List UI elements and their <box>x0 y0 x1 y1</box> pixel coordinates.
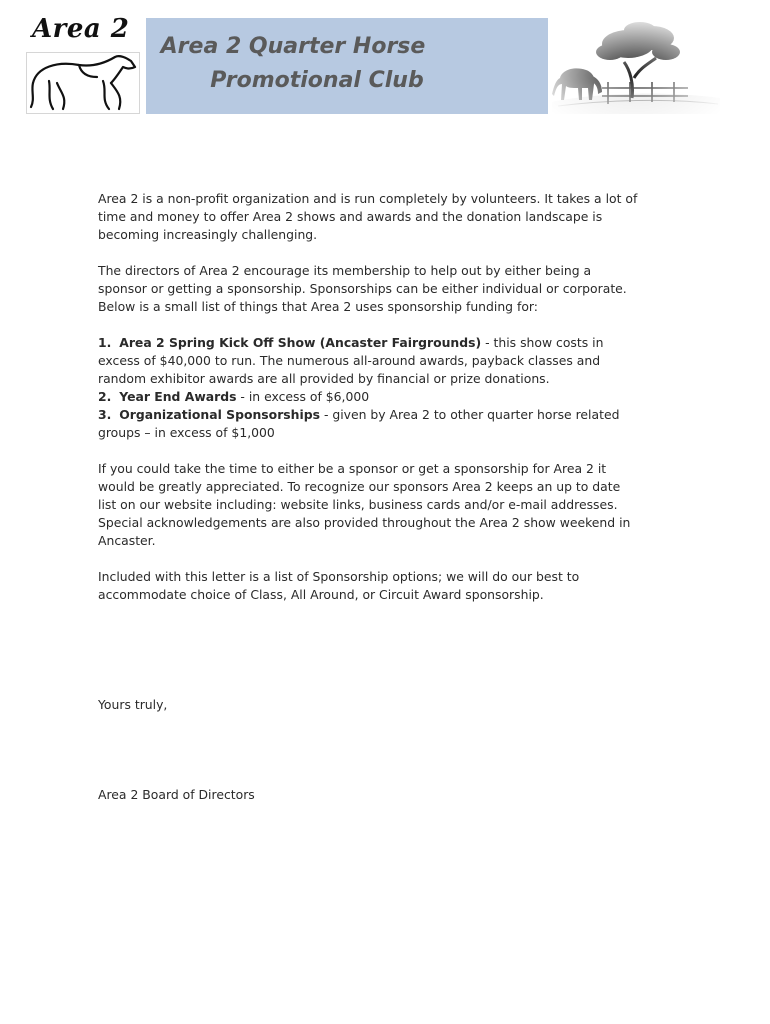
title-banner <box>146 18 548 114</box>
paragraph-intro: Area 2 is a non-profit organization and is run completely by volunteers. It takes a lot of time and money to offer Area 2 shows and awards and the donation landscape is becoming increasingly challenging. <box>98 191 638 242</box>
list-item-number: 3. <box>98 407 112 422</box>
paragraph-included: Included with this letter is a list of Sponsorship options; we will do our best to accommodate choice of Class, All Around, or Circuit Award sponsorship. <box>98 569 580 602</box>
signature: Area 2 Board of Directors <box>98 787 255 802</box>
logo-text: Area 2 <box>32 14 130 44</box>
list-item <box>98 388 638 406</box>
list-item-number: 1. <box>98 335 112 350</box>
horse-tree-scene-icon <box>548 18 724 122</box>
list-item <box>98 334 638 388</box>
closing: Yours truly, <box>98 697 168 712</box>
list-item-text: - this show costs in excess of $40,000 to run. The numerous all-around awards, payback classes and random exhibitor awards are all provided by financial or prize donations. <box>98 335 604 386</box>
list-item-text: - given by Area 2 to other quarter horse related groups – in excess of $1,000 <box>98 407 620 440</box>
club-title-line1: Area 2 Quarter Horse <box>160 34 426 59</box>
list-item-title: Area 2 Spring Kick Off Show (Ancaster Fairgrounds) <box>119 335 482 350</box>
paragraph-encourage: The directors of Area 2 encourage its membership to help out by either being a sponsor or getting a sponsorship. Sponsorships can be either individual or corporate. Below is a small list of things that Area 2 uses sponsorship funding for: <box>98 263 627 314</box>
list-item-title: Organizational Sponsorships <box>119 407 320 422</box>
list-item <box>98 406 638 442</box>
paragraph-recognize: If you could take the time to either be a sponsor or get a sponsorship for Area 2 it would be greatly appreciated. To recognize our sponsors Area 2 keeps an up to date list on our website including: website links, business cards and/or e-mail addresses. Special acknowledgements are also provided throughout the Area 2 show weekend in Ancaster. <box>98 461 631 548</box>
letter-body <box>98 190 638 604</box>
club-title-line2: Promotional Club <box>210 68 424 93</box>
list-item-number: 2. <box>98 389 112 404</box>
list-item-title: Year End Awards <box>119 389 237 404</box>
list-item-text: - in excess of $6,000 <box>236 389 370 404</box>
area2-logo <box>26 14 142 114</box>
